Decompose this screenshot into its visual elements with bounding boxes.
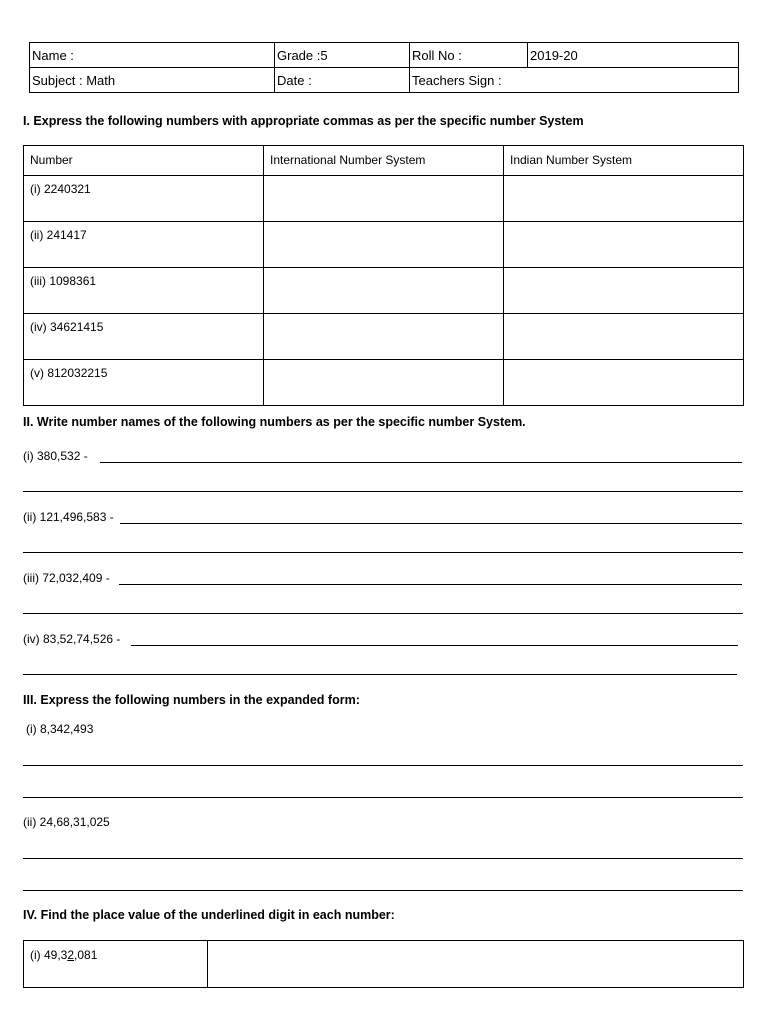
subject-field: Subject : Math [30,68,275,93]
section-1-heading: I. Express the following numbers with appropriate commas as per the specific number System [23,114,584,128]
teacher-sign-field[interactable]: Teachers Sign : [410,68,739,93]
number-cell: (i) 2240321 [24,176,264,222]
answer-line[interactable] [119,584,742,585]
answer-cell[interactable] [504,176,744,222]
section-4-table [23,940,744,988]
answer-line[interactable] [23,491,743,492]
question-label: (iii) 72,032,409 - [23,571,110,585]
answer-line[interactable] [23,858,743,859]
number-cell: (iv) 34621415 [24,314,264,360]
answer-line[interactable] [120,523,742,524]
answer-cell[interactable] [504,360,744,406]
answer-cell[interactable] [208,941,744,988]
answer-line[interactable] [23,552,743,553]
student-info-table [29,42,739,93]
question-label: (iv) 83,52,74,526 - [23,632,121,646]
table-row [24,268,744,314]
question-label: (i) 8,342,493 [26,722,94,736]
answer-line[interactable] [100,462,742,463]
number-suffix: ,081 [74,948,98,962]
table-row [24,222,744,268]
grade-field: Grade :5 [275,43,410,68]
answer-cell[interactable] [264,268,504,314]
section-1-table [23,145,744,406]
answer-cell[interactable] [264,176,504,222]
table-header-row [24,146,744,176]
table-row [24,176,744,222]
question-label: (ii) 121,496,583 - [23,510,114,524]
answer-cell[interactable] [504,222,744,268]
roll-no-field[interactable]: Roll No : [410,43,528,68]
answer-line[interactable] [23,797,743,798]
answer-line[interactable] [23,765,743,766]
table-row [24,941,744,988]
section-4-heading: IV. Find the place value of the underlined digit in each number: [23,908,395,922]
table-row [24,314,744,360]
question-label: (i) 380,532 - [23,449,88,463]
number-cell [24,941,208,988]
answer-line[interactable] [23,890,743,891]
section-2-heading: II. Write number names of the following numbers as per the specific number System. [23,415,526,429]
year-field: 2019-20 [528,43,739,68]
date-field[interactable]: Date : [275,68,410,93]
answer-cell[interactable] [264,222,504,268]
answer-cell[interactable] [264,360,504,406]
number-cell: (ii) 241417 [24,222,264,268]
number-cell: (iii) 1098361 [24,268,264,314]
answer-line[interactable] [23,613,743,614]
answer-cell[interactable] [504,268,744,314]
answer-line[interactable] [23,674,737,675]
info-row [30,43,739,68]
column-header: Number [24,146,264,176]
question-label: (ii) 24,68,31,025 [23,815,110,829]
underlined-digit: 2 [67,948,75,962]
table-row [24,360,744,406]
number-cell: (v) 812032215 [24,360,264,406]
answer-cell[interactable] [264,314,504,360]
section-3-heading: III. Express the following numbers in the expanded form: [23,693,360,707]
number-prefix: (i) 49,3 [30,948,68,962]
column-header: Indian Number System [504,146,744,176]
answer-line[interactable] [131,645,738,646]
name-field[interactable]: Name : [30,43,275,68]
answer-cell[interactable] [504,314,744,360]
info-row [30,68,739,93]
column-header: International Number System [264,146,504,176]
